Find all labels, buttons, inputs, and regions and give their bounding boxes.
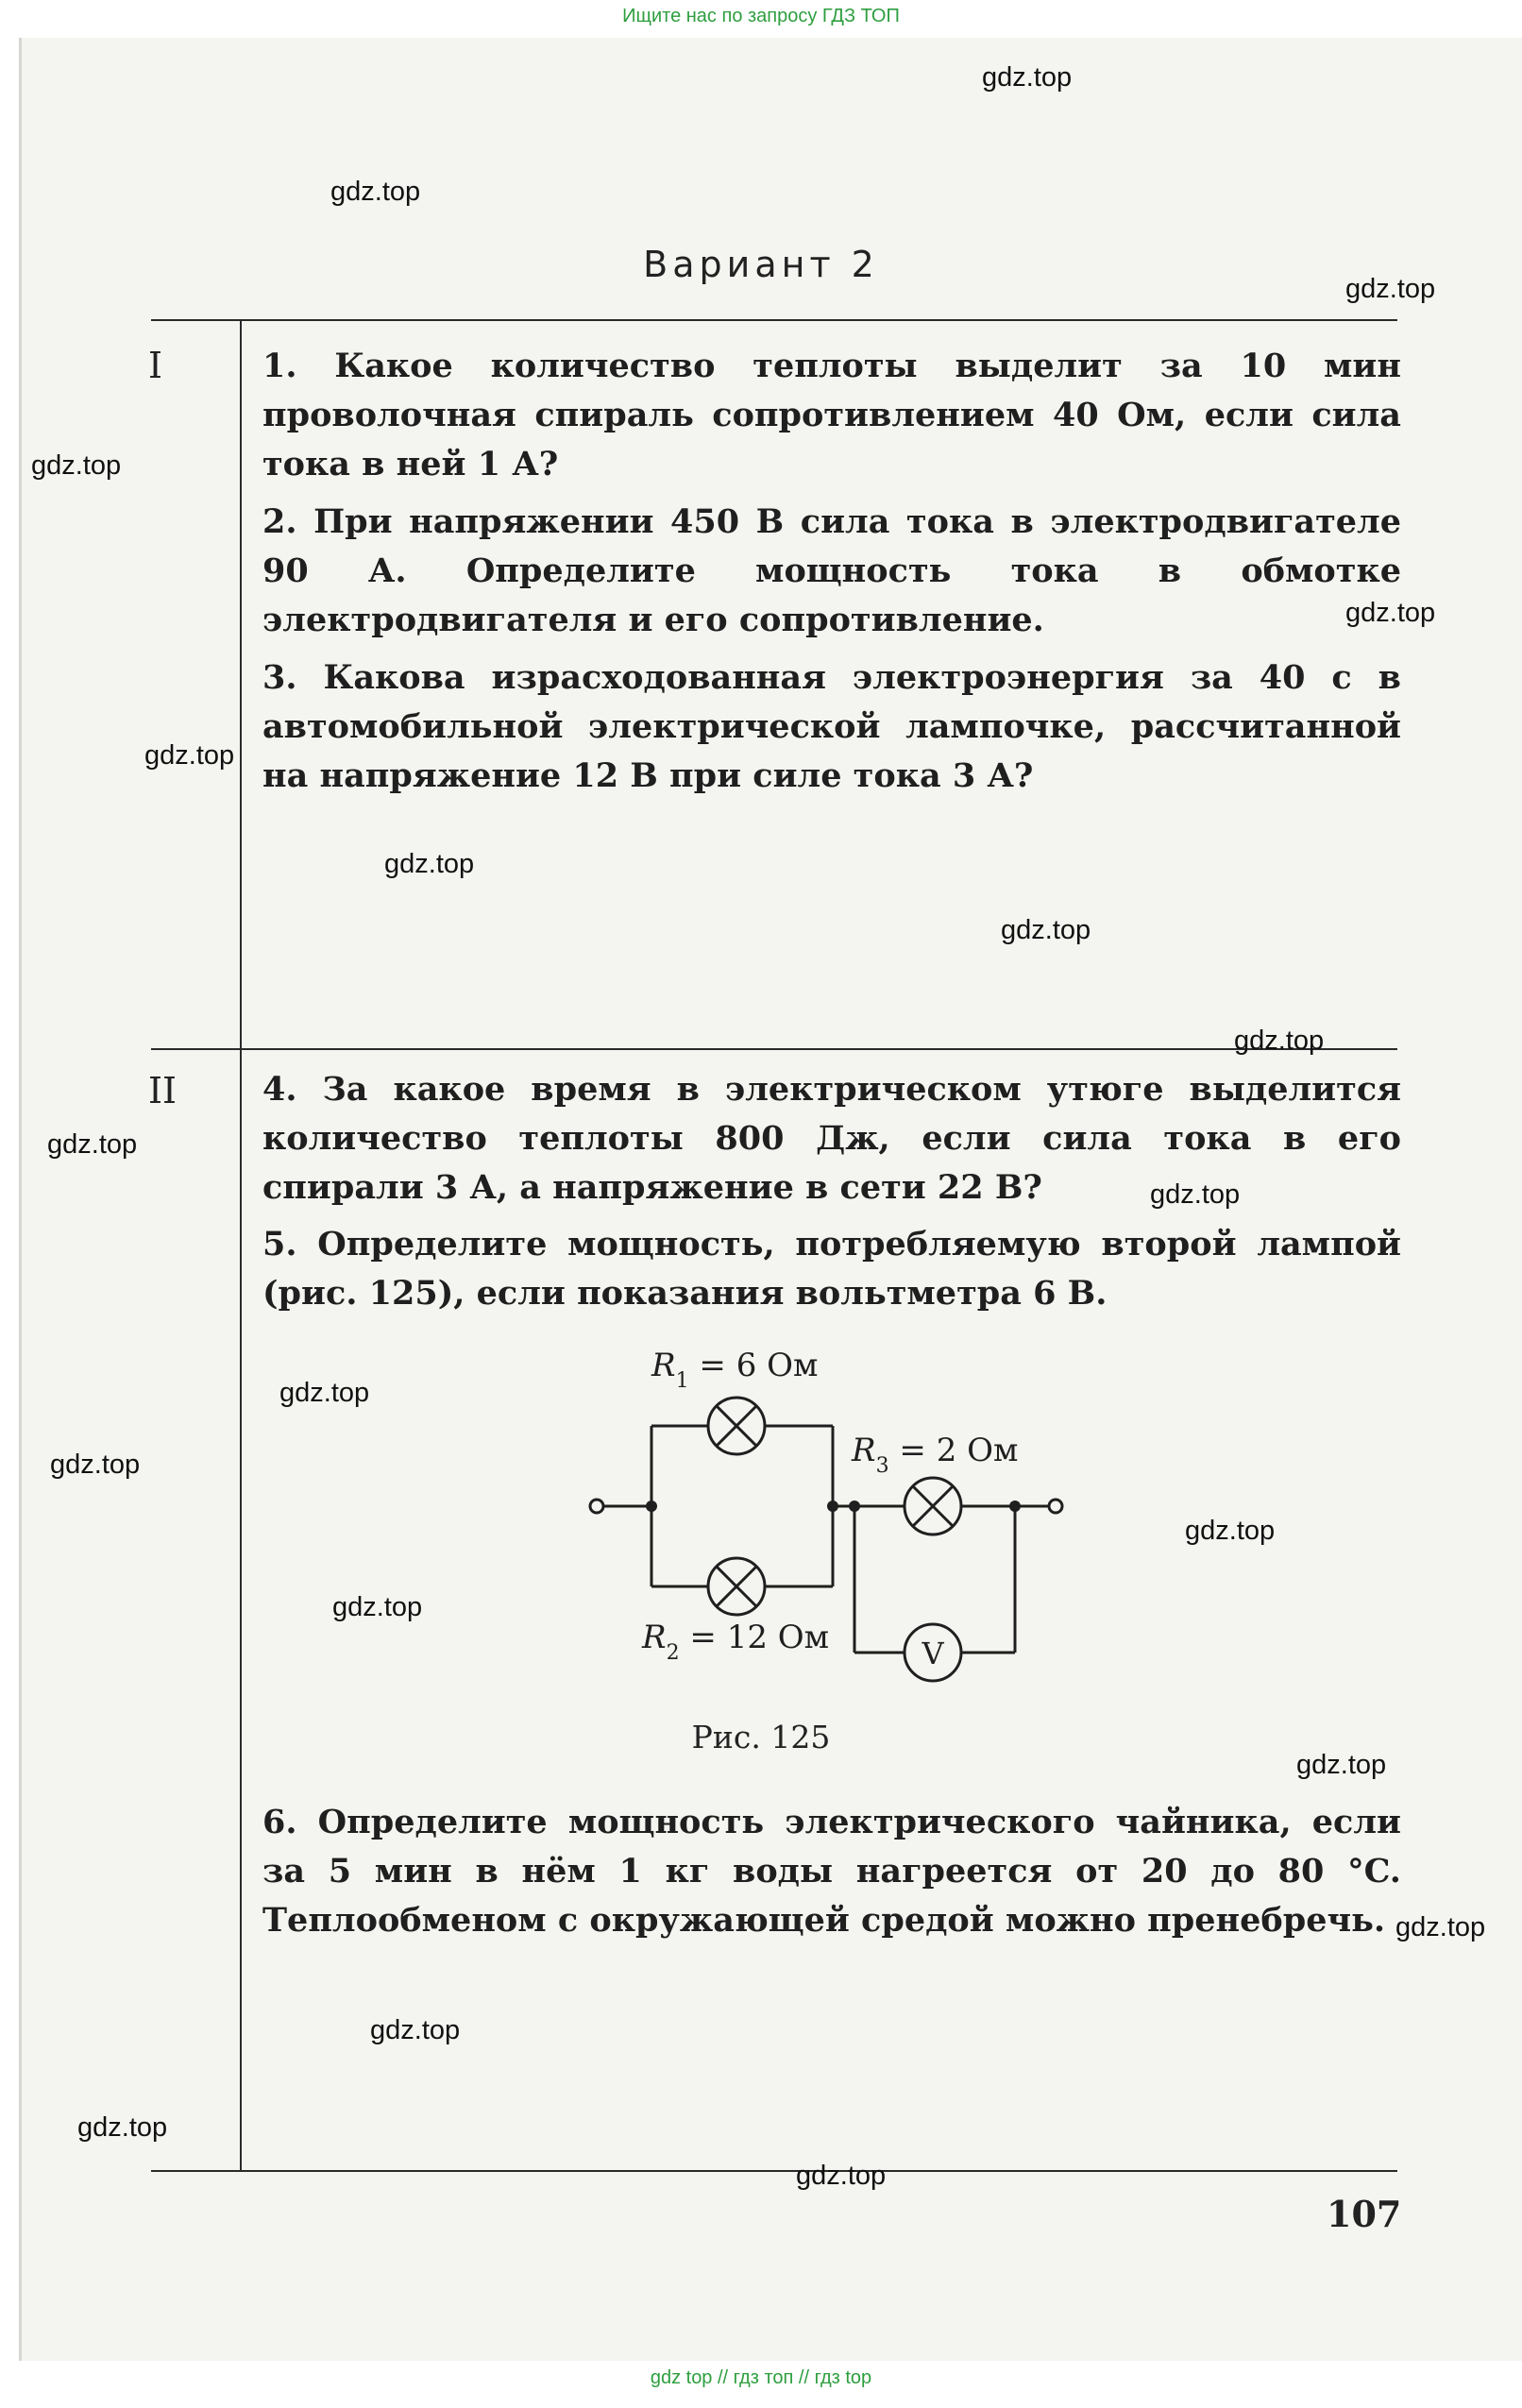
problem-4: 4. За какое время в электрическом утюге выделится количество теплоты 800 Дж, если сила тока в его спирали 3 А, а напряжение в сети 22 В? (262, 1070, 1401, 1207)
page-number: 107 (1327, 2193, 1402, 2235)
watermark: gdz.top (330, 177, 421, 207)
table-bottom-rule (151, 2170, 1397, 2172)
watermark: gdz.top (1234, 1026, 1325, 1056)
watermark: gdz.top (1395, 1912, 1486, 1942)
junction-voltmeter-right (1009, 1501, 1021, 1512)
watermark: gdz.top (332, 1592, 423, 1622)
junction-voltmeter-left (849, 1501, 860, 1512)
watermark: gdz.top (384, 849, 475, 879)
level-label-first: I (148, 345, 163, 386)
label-r3: $R_3 = 2$ Ом (852, 1432, 1019, 1478)
watermark: gdz.top (796, 2161, 887, 2191)
watermark: gdz.top (47, 1129, 138, 1160)
problem-2: 2. При напряжении 450 В сила тока в электродвигателе 90 А. Определите мощность тока в обмотке электродвигателя и его сопротивление. (262, 502, 1401, 639)
junction-right (827, 1501, 838, 1512)
watermark: gdz.top (1150, 1179, 1241, 1210)
watermark: gdz.top (279, 1378, 370, 1408)
bottom-banner-link[interactable]: gdz top // гдз топ // гдз top (650, 2367, 872, 2388)
problem-1: 1. Какое количество теплоты выделит за 10 мин проволочная спираль сопротивлением 40 Ом, если сила тока в ней 1 А? (262, 347, 1401, 483)
watermark: gdz.top (982, 62, 1073, 93)
watermark: gdz.top (370, 2015, 461, 2045)
problem-3: 3. Какова израсходованная электроэнергия за 40 с в автомобильной электрической лампочке, рассчитанной на напряжение 12 В при силе тока 3 А? (262, 658, 1401, 795)
table-top-rule (151, 319, 1397, 321)
watermark: gdz.top (1345, 274, 1436, 304)
top-banner-link[interactable]: Ищите нас по запросу ГДЗ ТОП (622, 6, 900, 26)
section-divider-rule (151, 1048, 1397, 1050)
watermark: gdz.top (50, 1450, 141, 1480)
label-r2: $R_2 = 12$ Ом (642, 1619, 830, 1665)
watermark: gdz.top (144, 740, 235, 771)
variant-title: Вариант 2 (643, 244, 879, 285)
voltmeter-symbol: V (922, 1636, 944, 1671)
lamp-r2-icon (708, 1558, 765, 1615)
figure-caption: Рис. 125 (691, 1719, 831, 1755)
problem-6: 6. Определите мощность электрического чайника, если за 5 мин в нём 1 кг воды нагреется от 20 до 80 °C. Теплообменом с окружающей средой можно пренебречь. (262, 1803, 1401, 1940)
level-label-second: II (148, 1070, 178, 1111)
label-r1: $R_1 = 6$ Ом (651, 1347, 819, 1393)
watermark: gdz.top (1345, 598, 1436, 628)
lamp-r1-icon (708, 1398, 765, 1454)
junction-left (646, 1501, 657, 1512)
watermark: gdz.top (77, 2112, 168, 2143)
circuit-diagram (567, 1327, 1095, 1700)
watermark: gdz.top (1185, 1516, 1276, 1546)
table-column-rule (240, 319, 242, 2170)
watermark: gdz.top (1001, 915, 1091, 945)
watermark: gdz.top (31, 450, 122, 481)
lamp-r3-icon (905, 1478, 961, 1535)
problem-5: 5. Определите мощность, потребляемую второй лампой (рис. 125), если показания вольтметра 6 В. (262, 1225, 1401, 1313)
watermark: gdz.top (1296, 1750, 1387, 1780)
input-terminal (590, 1500, 603, 1513)
output-terminal (1049, 1500, 1062, 1513)
